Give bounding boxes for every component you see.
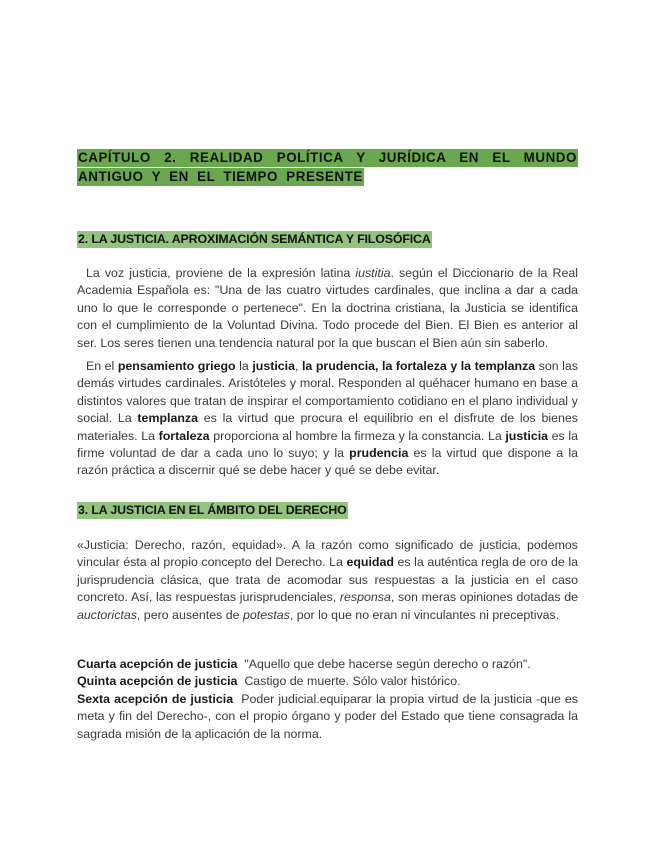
section-2-paragraph-2: En el pensamiento griego la justicia, la prudencia, la fortaleza y la templanza son las demás virtudes cardinales. Aristóteles y moral. Responden al quéhacer humano en base a distintos valores que tratan de inspirar el comportamiento cotidiano en el plano individual y social. La templanza es la virtud que procura el equilibrio en el disfrute de los bienes materiales. La fortaleza proporciona al hombre la firmeza y la constancia. La justicia es la firme voluntad de dar a cada uno lo suyo; y la prudencia es la virtud que dispone a la razón práctica a discernir qué se debe hacer y qué se debe evitar. [77, 359, 579, 478]
bold-term: equidad [346, 555, 394, 570]
section-2-title [77, 231, 432, 248]
definition-text: Poder judicial.equiparar la propia virtud de la justicia -que es meta y fin del Derecho-, con el propio órgano y poder del Estado que tiene consagrada la sagrada misión de la aplicación de la norma. [77, 691, 578, 741]
bold-term: justicia [505, 428, 549, 443]
latin-term: auctorictas [77, 607, 137, 622]
section-3-title [77, 502, 348, 519]
chapter-title-highlight: CAPÍTULO 2. REALIDAD POLÍTICA Y JURÍDICA EN EL MUNDO ANTIGUO Y EN EL TIEMPO PRESENTE [78, 150, 577, 184]
section-3-paragraph-1: «Justicia: Derecho, razón, equidad». A la razón como significado de justicia, podemos vincular ésta al propio concepto del Derecho. La equidad es la auténtica regla de oro de la jurisprudencia clásica, que trata de acomodar sus respuestas a la justicia en el caso concreto. Así, las respuestas jurisprudenciales, responsa, son meras opiniones dotadas de auctorictas, pero ausentes de potestas, por lo que no eran ni vinculantes ni preceptivas. [77, 538, 578, 622]
section-2-paragraph-1: La voz justicia, proviene de la expresión latina iustitia. según el Diccionario de la Real Academia Española es: "Una de las cuatro virtudes cardinales, que inclina a dar a cada uno lo que le corresponde o pertenece". En la doctrina cristiana, la Justicia se identifica con el cumplimiento de la Voluntad Divina. Todo procede del Bien. El Bien es anterior al ser. Los seres tienen una tendencia natural por la que buscan el Bien aún sin saberlo. [77, 266, 578, 350]
definition-term: Cuarta acepción de justicia [77, 657, 238, 671]
definition-term: Quinta acepción de justicia [77, 674, 238, 689]
definition-item [77, 673, 578, 690]
bold-term: pensamiento griego [117, 359, 236, 373]
definition-item [77, 656, 578, 673]
bold-term: prudencia [349, 446, 409, 461]
definition-term: Sexta acepción de justicia [77, 691, 234, 706]
bold-term: templanza [137, 411, 199, 426]
definition-text: Castigo de muerte. Sólo valor histórico. [244, 674, 461, 689]
bold-term: la prudencia, la fortaleza y la templanza [301, 359, 536, 373]
section-3-title-highlight: 3. LA JUSTICIA EN EL ÁMBITO DEL DERECHO [78, 503, 347, 517]
latin-term: iustitia [355, 266, 391, 280]
definition-text: "Aquello que debe hacerse según derecho o razón". [244, 657, 531, 671]
definitions-list [77, 656, 578, 743]
chapter-title [77, 148, 578, 186]
bold-term: justicia [252, 359, 296, 373]
bold-term: fortaleza [158, 428, 210, 443]
latin-term: potestas [243, 607, 290, 622]
definition-item [77, 691, 578, 743]
latin-term: responsa [339, 590, 391, 605]
section-2-title-highlight: 2. LA JUSTICIA. APROXIMACIÓN SEMÁNTICA Y FILOSÓFICA [78, 232, 431, 246]
